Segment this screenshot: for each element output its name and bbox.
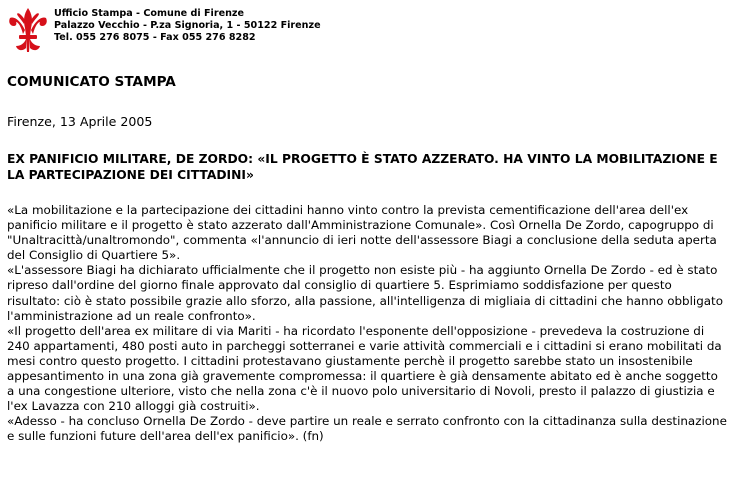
- office-street: Palazzo Vecchio - P.za Signoria, 1 - 50122 Firenze: [54, 20, 321, 31]
- document-title: COMUNICATO STAMPA: [7, 74, 176, 90]
- body-paragraph: «Adesso - ha concluso Ornella De Zordo - deve partire un reale e serrato confronto con la cittadinanza sulla destinazione e sulle funzioni future dell'area dell'ex panificio». (fn): [7, 414, 727, 444]
- body-paragraph: «La mobilitazione e la partecipazione dei cittadini hanno vinto contro la prevista cementificazione dell'area dell'ex panificio militare e il progetto è stato azzerato dall'Amministrazione Comunale». Così Ornella De Zordo, capogruppo di "Unaltracittà/unaltromondo", commenta «l'annuncio di ieri notte dell'assessore Biagi a conclusione della seduta aperta del Consiglio di Quartiere 5».: [7, 203, 717, 263]
- body-paragraph: «Il progetto dell'area ex militare di via Mariti - ha ricordato l'esponente dell'opposizione - prevedeva la costruzione di 240 appartamenti, 480 posti auto in parcheggi sotterranei e varie attività commerciali e i cittadini si erano mobilitati da mesi contro questo progetto. I cittadini protestavano giustamente perchè il progetto sarebbe stato un insostenibile appesantimento in una zona già gravemente compromessa: il quartiere è già densamente abitato ed è anche soggetto a una congestione ulteriore, visto che nella zona c'è il nuovo polo universitario di Novoli, presto il palazzo di giustizia e l'ex Lavazza con 210 alloggi già costruiti».: [7, 323, 722, 414]
- florence-lily-icon: [8, 6, 48, 54]
- body-paragraph: «L'assessore Biagi ha dichiarato ufficialmente che il progetto non esiste più - ha aggiunto Ornella De Zordo - ed è stato ripreso dall'ordine del giorno finale approvato dal consiglio di quartiere 5. Esprimiamo soddisfazione per questo risultato: ciò è stato possibile grazie allo sforzo, alla passione, all'intelligenza di migliaia di cittadini che hanno obbligato l'amministrazione ad un reale confronto».: [7, 263, 723, 323]
- document-date: Firenze, 13 Aprile 2005: [7, 114, 153, 129]
- press-body: [7, 203, 727, 445]
- office-phone: Tel. 055 276 8075 - Fax 055 276 8282: [54, 32, 256, 43]
- office-address: [54, 8, 321, 44]
- office-name: Ufficio Stampa - Comune di Firenze: [54, 8, 244, 19]
- press-headline: EX PANIFICIO MILITARE, DE ZORDO: «IL PROGETTO È STATO AZZERATO. HA VINTO LA MOBILITAZIONE E LA PARTECIPAZIONE DEI CITTADINI»: [7, 152, 718, 182]
- letterhead: [8, 6, 508, 54]
